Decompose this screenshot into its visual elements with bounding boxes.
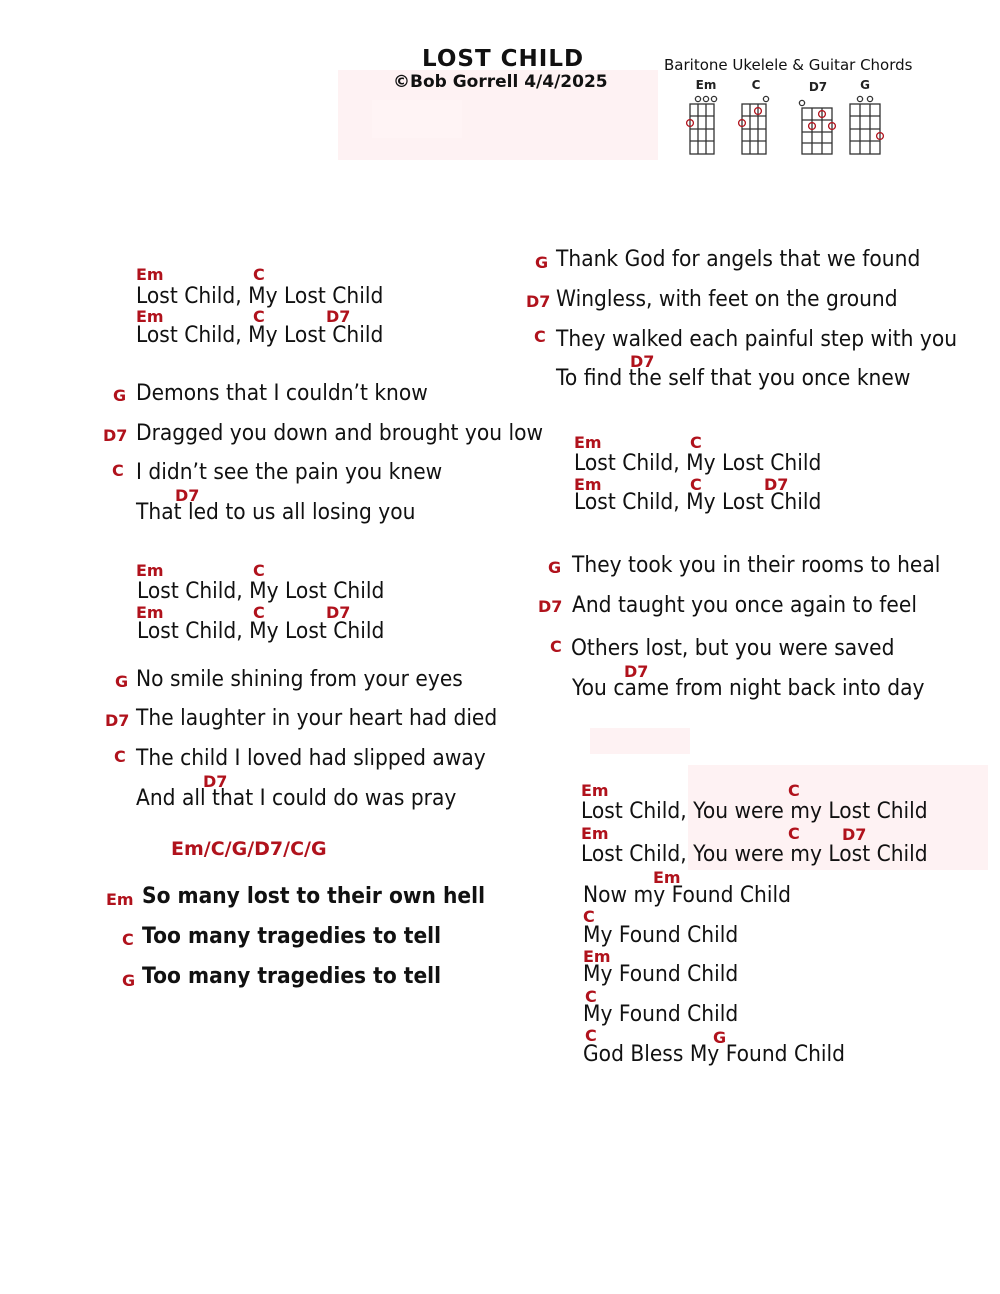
verse-line: Thank God for angels that we found <box>556 247 921 272</box>
chord-em: Em <box>136 561 164 580</box>
copyright-line: ©Bob Gorrell 4/4/2025 <box>393 72 608 92</box>
chord-d7: D7 <box>624 662 649 681</box>
chord-c: C <box>253 561 265 580</box>
verse-line: And all that I could do was pray <box>136 786 457 811</box>
chord-chart-heading: Baritone Ukelele & Guitar Chords <box>664 56 913 74</box>
chord-em: Em <box>136 603 164 622</box>
chord-d7: D7 <box>842 825 867 844</box>
chord-c: C <box>690 433 702 452</box>
chord-c: C <box>690 475 702 494</box>
chord-c: C <box>253 307 265 326</box>
verse-line: The laughter in your heart had died <box>136 706 498 731</box>
lead-chord: C <box>122 930 134 949</box>
chord-d7: D7 <box>326 307 351 326</box>
chord-em: Em <box>581 824 609 843</box>
lead-chord: Em <box>106 890 134 909</box>
diagram-label-g: G <box>860 78 870 92</box>
bridge-line: So many lost to their own hell <box>142 884 486 909</box>
d7-chord-diagram <box>799 100 835 154</box>
chorus-line: Lost Child, My Lost Child <box>136 284 384 309</box>
verse-line: To find the self that you once knew <box>556 366 911 391</box>
bridge-line: Too many tragedies to tell <box>142 924 442 949</box>
chord-d7: D7 <box>203 772 228 791</box>
verse-line: I didn’t see the pain you knew <box>136 460 443 485</box>
chord-c: C <box>585 1026 597 1045</box>
lead-chord: C <box>112 461 124 480</box>
chord-c: C <box>788 824 800 843</box>
chord-d7: D7 <box>764 475 789 494</box>
chord-em: Em <box>653 868 681 887</box>
diagram-label-d7: D7 <box>808 80 828 94</box>
outro-line: My Found Child <box>583 923 739 948</box>
lead-chord: G <box>535 253 549 272</box>
diagram-label-c: C <box>751 78 761 92</box>
chord-em: Em <box>574 475 602 494</box>
lead-chord: G <box>115 672 129 691</box>
verse-line: No smile shining from your eyes <box>136 667 463 692</box>
chord-d7: D7 <box>630 352 655 371</box>
song-title: LOST CHILD <box>422 46 585 72</box>
interlude-chords: Em/C/G/D7/C/G <box>171 838 327 860</box>
chord-d7: D7 <box>326 603 351 622</box>
chord-em: Em <box>574 433 602 452</box>
chorus-line: Lost Child, My Lost Child <box>574 490 822 515</box>
lead-chord: D7 <box>105 711 130 730</box>
verse-line: The child I loved had slipped away <box>136 746 486 771</box>
lead-chord: D7 <box>538 597 563 616</box>
chorus-line: Lost Child, My Lost Child <box>136 323 384 348</box>
chorus-line: Lost Child, My Lost Child <box>574 451 822 476</box>
em-chord-diagram <box>687 96 717 154</box>
chord-c: C <box>788 781 800 800</box>
g-chord-diagram <box>850 96 883 154</box>
outro-line: My Found Child <box>583 962 739 987</box>
lead-chord: D7 <box>526 292 551 311</box>
bridge-line: Too many tragedies to tell <box>142 964 442 989</box>
lead-chord: D7 <box>103 426 128 445</box>
chorus-line: Lost Child, My Lost Child <box>137 579 385 604</box>
chord-em: Em <box>136 307 164 326</box>
outro-line: God Bless My Found Child <box>583 1042 846 1067</box>
chord-diagrams <box>680 92 900 160</box>
background-smudge <box>372 100 462 138</box>
chord-c: C <box>585 987 597 1006</box>
lead-chord: G <box>113 386 127 405</box>
verse-line: Others lost, but you were saved <box>571 636 895 661</box>
lead-chord: C <box>550 637 562 656</box>
verse-line: Dragged you down and brought you low <box>136 421 544 446</box>
c-chord-diagram <box>739 96 769 154</box>
lead-chord: C <box>114 747 126 766</box>
diagram-label-em: Em <box>695 78 717 92</box>
chorus-line: Lost Child, My Lost Child <box>137 619 385 644</box>
verse-line: That led to us all losing you <box>136 500 416 525</box>
chord-c: C <box>253 603 265 622</box>
verse-line: You came from night back into day <box>572 676 925 701</box>
outro-line: Lost Child, You were my Lost Child <box>581 799 928 824</box>
chord-em: Em <box>581 781 609 800</box>
verse-line: They took you in their rooms to heal <box>572 553 941 578</box>
chord-em: Em <box>136 265 164 284</box>
outro-line: My Found Child <box>583 1002 739 1027</box>
chord-c: C <box>583 907 595 926</box>
chord-g: G <box>713 1028 727 1047</box>
lead-chord: G <box>548 558 562 577</box>
chord-c: C <box>253 265 265 284</box>
outro-line: Lost Child, You were my Lost Child <box>581 842 928 867</box>
verse-line: They walked each painful step with you <box>556 327 958 352</box>
outro-line: Now my Found Child <box>583 883 791 908</box>
verse-line: Demons that I couldn’t know <box>136 381 428 406</box>
lead-chord: G <box>122 971 136 990</box>
chord-d7: D7 <box>175 486 200 505</box>
lead-chord: C <box>534 327 546 346</box>
chord-em: Em <box>583 947 611 966</box>
verse-line: Wingless, with feet on the ground <box>556 287 898 312</box>
verse-line: And taught you once again to feel <box>572 593 917 618</box>
background-smudge <box>590 728 690 754</box>
